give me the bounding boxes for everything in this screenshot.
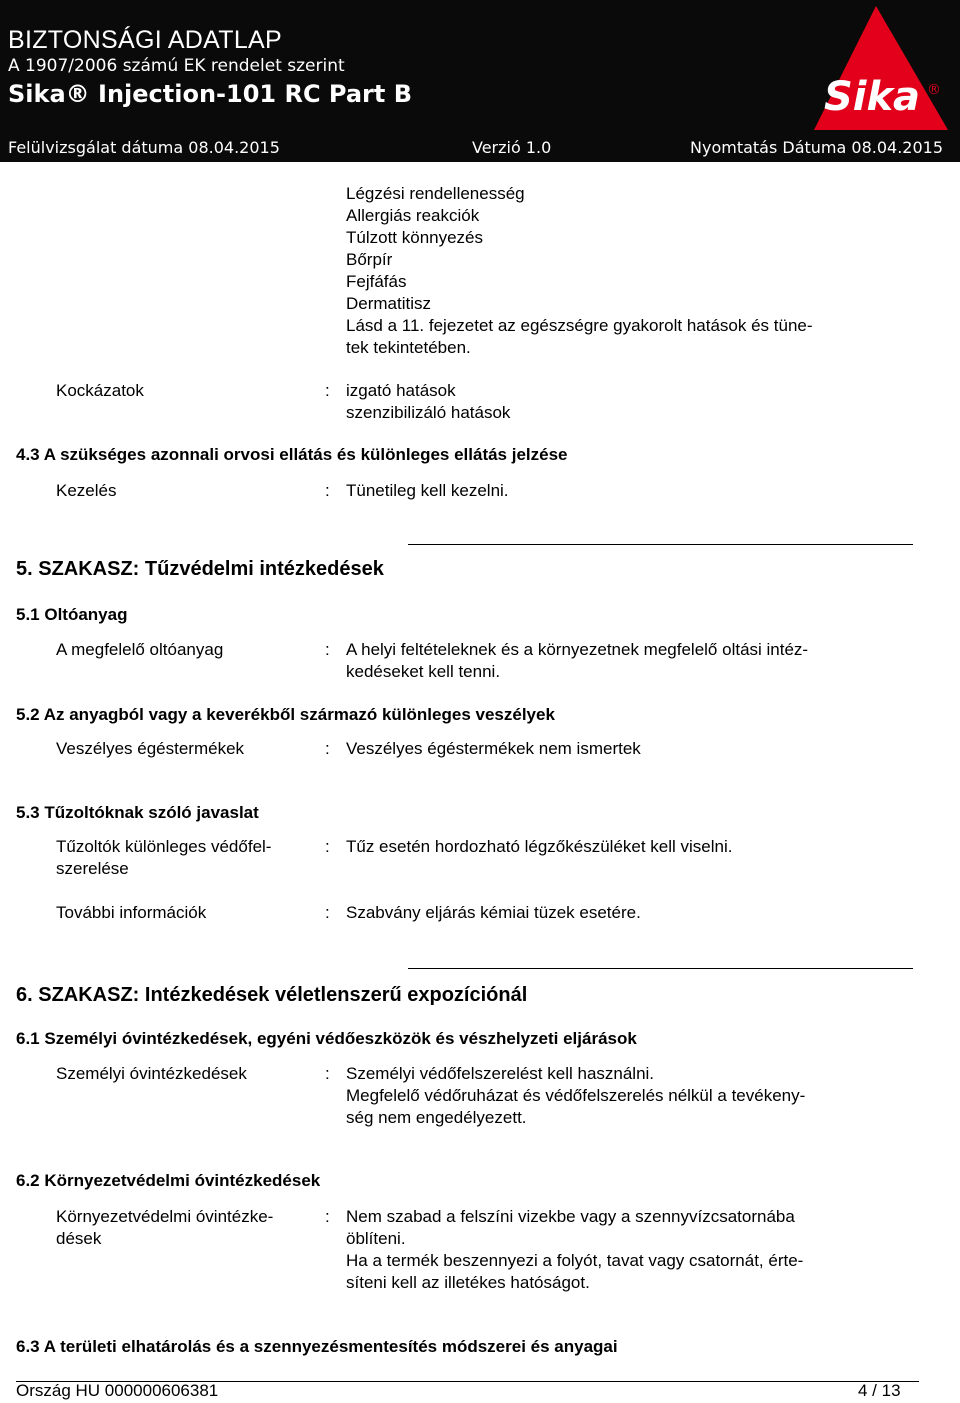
field-colon: : bbox=[325, 739, 330, 758]
protective-equipment-label: Tűzoltók különleges védőfel- bbox=[56, 837, 272, 856]
subsection-heading-4-3: 4.3 A szükséges azonnali orvosi ellátás és különleges ellátás jelzése bbox=[16, 445, 568, 464]
subsection-heading-6-2: 6.2 Környezetvédelmi óvintézkedések bbox=[16, 1171, 321, 1190]
subsection-heading-5-3: 5.3 Tűzoltóknak szóló javaslat bbox=[16, 803, 259, 822]
protective-equipment-label: szerelése bbox=[56, 859, 129, 878]
symptom-item: Dermatitisz bbox=[346, 294, 432, 313]
environmental-precautions-label: Környezetvédelmi óvintézke- bbox=[56, 1207, 274, 1226]
personal-precautions-value: ség nem engedélyezett. bbox=[346, 1108, 527, 1127]
symptom-item: Fejfáfás bbox=[346, 272, 407, 291]
extinguisher-value: kedéseket kell tenni. bbox=[346, 662, 501, 681]
logo-registered-mark: ® bbox=[927, 82, 941, 98]
environmental-precautions-label: dések bbox=[56, 1229, 102, 1248]
combustion-products-value: Veszélyes égéstermékek nem ismertek bbox=[346, 739, 641, 758]
regulation-line: A 1907/2006 számú EK rendelet szerint bbox=[8, 56, 345, 76]
personal-precautions-value: Személyi védőfelszerelést kell használni. bbox=[346, 1064, 655, 1083]
environmental-precautions-value: Nem szabad a felszíni vizekbe vagy a szennyvízcsatornába bbox=[346, 1207, 795, 1226]
version-number: Verzió 1.0 bbox=[472, 138, 552, 157]
logo-wordmark: Sika bbox=[823, 74, 921, 120]
symptom-item: Lásd a 11. fejezetet az egészségre gyakorolt hatások és tüne- bbox=[346, 316, 813, 335]
personal-precautions-value: Megfelelő védőruházat és védőfelszerelés nélkül a tevékeny- bbox=[346, 1086, 806, 1105]
field-colon: : bbox=[325, 381, 330, 400]
risks-value: szenzibilizáló hatások bbox=[346, 403, 511, 422]
product-name: Sika® Injection-101 RC Part B bbox=[8, 80, 413, 108]
sika-logo bbox=[802, 2, 952, 132]
symptom-item: Túlzott könnyezés bbox=[346, 228, 484, 247]
further-info-label: További információk bbox=[56, 903, 207, 922]
personal-precautions-label: Személyi óvintézkedések bbox=[56, 1064, 247, 1083]
symptom-item: Légzési rendellenesség bbox=[346, 184, 525, 203]
treatment-value: Tünetileg kell kezelni. bbox=[346, 481, 509, 500]
field-colon: : bbox=[325, 837, 330, 856]
combustion-products-label: Veszélyes égéstermékek bbox=[56, 739, 245, 758]
page-number: 4 / 13 bbox=[858, 1381, 901, 1400]
risks-value: izgató hatások bbox=[346, 381, 456, 400]
section-heading-6: 6. SZAKASZ: Intézkedések véletlenszerű expozíciónál bbox=[16, 984, 528, 1006]
extinguisher-label: A megfelelő oltóanyag bbox=[56, 640, 224, 659]
field-colon: : bbox=[325, 481, 330, 500]
risks-label: Kockázatok bbox=[56, 381, 144, 400]
further-info-value: Szabvány eljárás kémiai tüzek esetére. bbox=[346, 903, 641, 922]
section-divider bbox=[408, 968, 913, 969]
subsection-heading-6-3: 6.3 A területi elhatárolás és a szennyezésmentesítés módszerei és anyagai bbox=[16, 1337, 618, 1356]
symptom-item: Bőrpír bbox=[346, 250, 393, 269]
document-header bbox=[0, 0, 960, 162]
footer-country-code: Ország HU 000000606381 bbox=[16, 1381, 219, 1400]
section-heading-5: 5. SZAKASZ: Tűzvédelmi intézkedések bbox=[16, 558, 384, 580]
protective-equipment-value: Tűz esetén hordozható légzőkészüléket kell viselni. bbox=[346, 837, 733, 856]
environmental-precautions-value: öblíteni. bbox=[346, 1229, 406, 1248]
section-divider bbox=[408, 544, 913, 545]
document-title: BIZTONSÁGI ADATLAP bbox=[8, 26, 282, 54]
symptom-item: Allergiás reakciók bbox=[346, 206, 480, 225]
symptom-item: tek tekintetében. bbox=[346, 338, 471, 357]
print-date: Nyomtatás Dátuma 08.04.2015 bbox=[690, 138, 944, 157]
subsection-heading-5-2: 5.2 Az anyagból vagy a keverékből származó különleges veszélyek bbox=[16, 705, 555, 724]
field-colon: : bbox=[325, 640, 330, 659]
field-colon: : bbox=[325, 1064, 330, 1083]
subsection-heading-5-1: 5.1 Oltóanyag bbox=[16, 605, 128, 624]
subsection-heading-6-1: 6.1 Személyi óvintézkedések, egyéni védőeszközök és vészhelyzeti eljárások bbox=[16, 1029, 637, 1048]
environmental-precautions-value: síteni kell az illetékes hatóságot. bbox=[346, 1273, 590, 1292]
revision-date: Felülvizsgálat dátuma 08.04.2015 bbox=[8, 138, 280, 157]
extinguisher-value: A helyi feltételeknek és a környezetnek megfelelő oltási intéz- bbox=[346, 640, 809, 659]
field-colon: : bbox=[325, 903, 330, 922]
treatment-label: Kezelés bbox=[56, 481, 117, 500]
field-colon: : bbox=[325, 1207, 330, 1226]
environmental-precautions-value: Ha a termék beszennyezi a folyót, tavat vagy csatornát, érte- bbox=[346, 1251, 804, 1270]
